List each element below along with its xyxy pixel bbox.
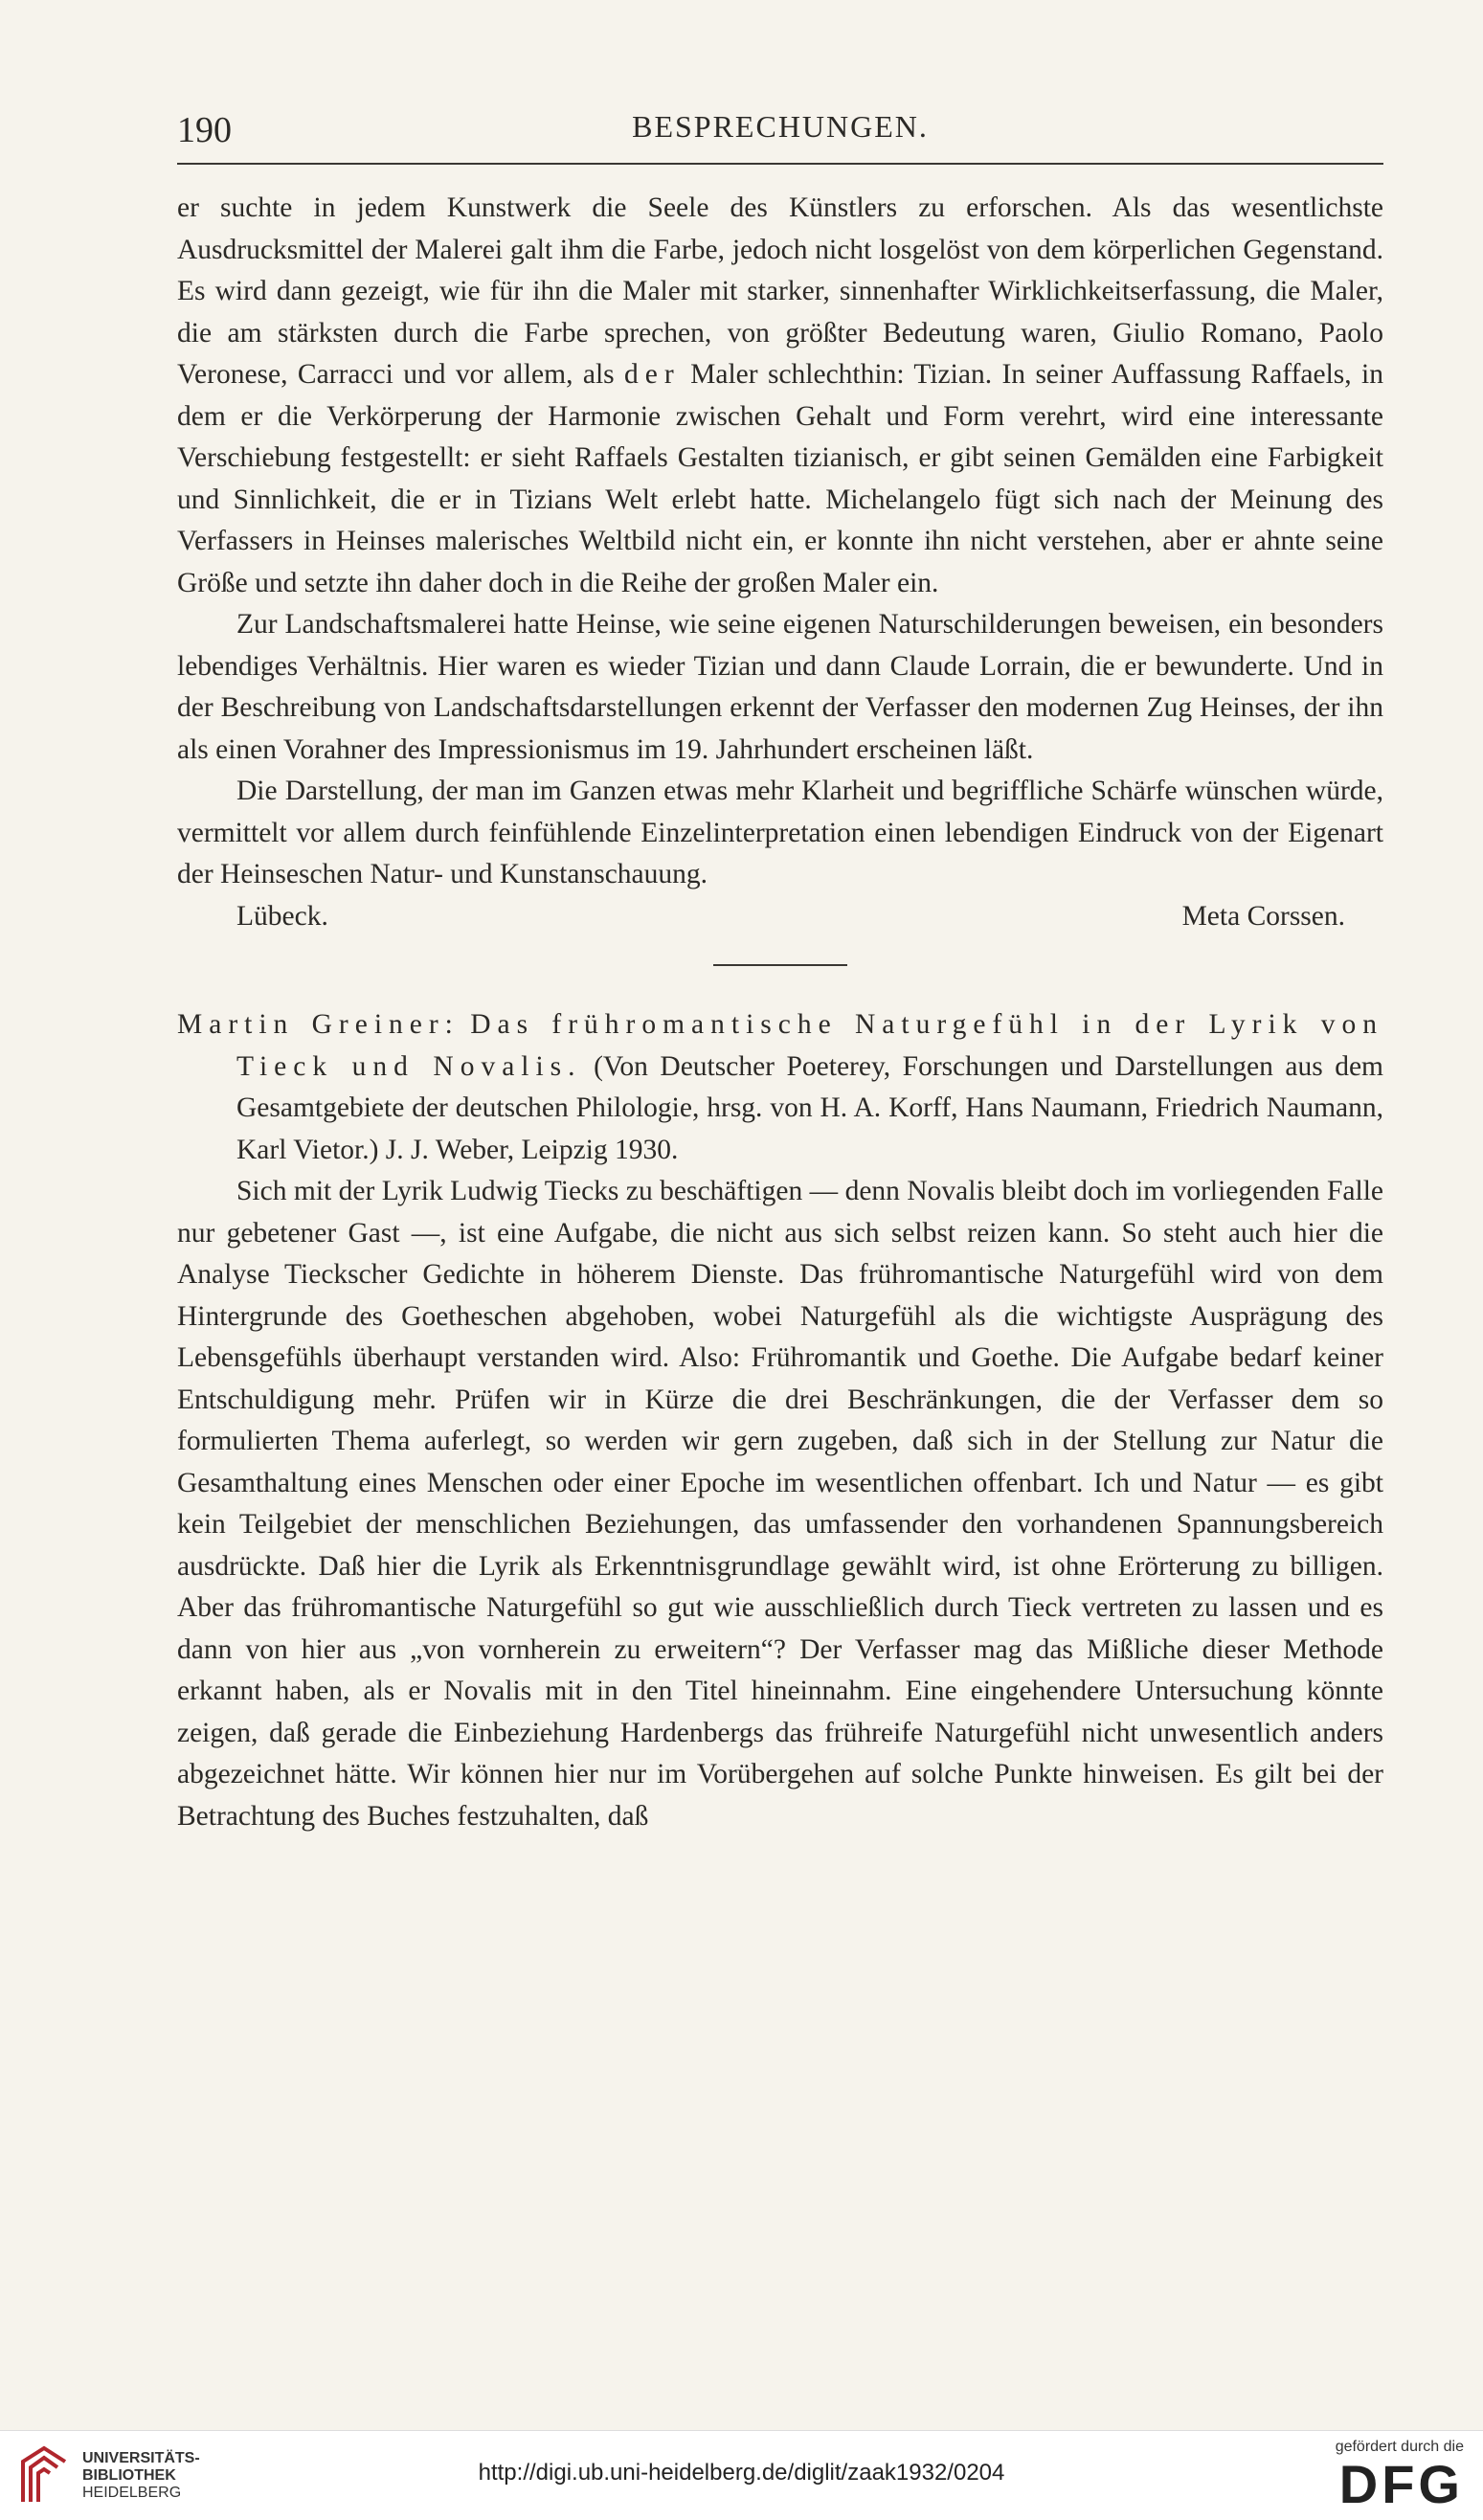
signature-place: Lübeck. xyxy=(236,900,328,932)
signature xyxy=(177,896,1383,938)
page-number: 190 xyxy=(177,110,232,150)
dfg-sponsor[interactable] xyxy=(1335,2439,1464,2514)
signature-author: Meta Corssen. xyxy=(1181,900,1345,932)
paragraph-3: Die Darstellung, der man im Ganzen etwas mehr Klarheit und begriffliche Schärfe wünschen würde, vermittelt vor allem durch feinfühlende Einzelinterpretation einen lebendigen Eindruck von der Eigenart der Heinseschen Natur- und Kunstanschauung. xyxy=(177,776,1383,889)
review-paragraph: Sich mit der Lyrik Ludwig Tiecks zu beschäftigen — denn Novalis bleibt doch im vorliegenden Falle nur gebetener Gast —, ist eine Aufgabe, die nicht aus sich selbst reizen kann. So steht auch hier die Analyse Tieckscher Gedichte in höherem Dienste. Das frühromantische Naturgefühl wird von dem Hintergrunde des Goetheschen abgehoben, wobei Naturgefühl als die wichtigste Ausprägung des Lebensgefühls überhaupt verstanden wird. Also: Frühromantik und Goethe. Die Aufgabe bedarf keiner Entschuldigung mehr. Prüfen wir in Kürze die drei Beschränkungen, die der Verfasser dem so formulierten Thema auferlegt, so werden wir gern zugeben, daß sich in der Stellung zur Natur die Gesamthaltung eines Menschen oder einer Epoche im wesentlichen offenbart. Ich und Natur — es gibt kein Teilgebiet der menschlichen Beziehungen, das umfassender den vorhandenen Spannungsbereich ausdrückte. Daß hier die Lyrik als Erkenntnisgrundlage gewählt wird, ist ohne Erörterung zu billigen. Aber das frühromantische Naturgefühl so gut wie ausschließlich durch Tieck vertreten zu lassen und es dann von hier aus „von vornherein zu erweitern“? Der Verfasser mag das Mißliche dieser Methode erkannt haben, als er Novalis mit in den Titel hineinnahm. Eine eingehendere Untersuchung könnte zeigen, daß gerade die Einbeziehung Hardenbergs das frühreife Naturgefühl nicht unwesentlich anders abgezeichnet hätte. Wir können hier nur im Vorübergehen auf solche Punkte hinweisen. Es gilt bei der Betrachtung des Buches festzuhalten, daß xyxy=(177,1176,1383,1832)
review-citation: (Von Deutscher Poeterey, Forschungen und Darstellungen aus dem Gesamtgebiete der deutschen Philologie, hrsg. von H. A. Korff, Hans Naumann, Friedrich Naumann, Karl Vietor.) J. J. Weber, Leipzig 1930. xyxy=(236,1050,1383,1165)
paragraph-2: Zur Landschaftsmalerei hatte Heinse, wie seine eigenen Naturschilderungen beweisen, ein besonders lebendiges Verhältnis. Hier waren es wieder Tizian und dann Claude Lorrain, die er bewunderte. Und in der Beschreibung von Landschaftsdarstellungen erkennt der Verfasser den modernen Zug Heinses, der ihn als einen Vorahner des Impressionismus im 19. Jahrhundert erscheinen läßt. xyxy=(177,609,1383,765)
paragraph-1: er suchte in jedem Kunstwerk die Seele des Künstlers zu erforschen. Als das wesentlichste Ausdrucksmittel der Malerei galt ihm die Farbe, jedoch nicht losgelöst von dem körperlichen Gegenstand. Es wird dann gezeigt, wie für ihn die Maler mit starker, sinnenhafter Wirklichkeitserfassung, die Maler, die am stärksten durch die Farbe sprechen, von größter Bedeutung waren, Giulio Romano, Paolo Veronese, Carracci und vor allem, als der Maler schlechthin: Tizian. In seiner Auffassung Raffaels, in dem er die Verkörperung der Harmonie zwischen Gehalt und Form verehrt, wird eine interessante Verschiebung festgestellt: er sieht Raffaels Gestalten tizianisch, er gibt seinen Gemälden eine Farbigkeit und Sinnlichkeit, die er in Tizians Welt erlebt hatte. Michelangelo fügt sich nach der Meinung des Verfassers in Heinses malerisches Weltbild nicht ein, er konnte ihn nicht verstehen, aber er ahnte seine Größe und setzte ihn daher doch in die Reihe der großen Maler ein. xyxy=(177,192,1383,598)
review-heading xyxy=(177,1004,1383,1171)
logo-line-1: UNIVERSITÄTS- xyxy=(82,2450,200,2466)
emphasis-der: der xyxy=(624,359,681,390)
dfg-label: gefördert durch die xyxy=(1335,2439,1464,2455)
dfg-logo: DFG xyxy=(1338,2454,1464,2514)
review-author: Martin Greiner: xyxy=(177,1009,460,1040)
footer-bar xyxy=(0,2430,1483,2520)
page-header xyxy=(177,96,1383,165)
review-title: Das frühromantische Naturgefühl in der Lyrik von Tieck und Novalis. xyxy=(236,1009,1383,1082)
logo-line-2: BIBLIOTHEK xyxy=(82,2467,176,2484)
running-head: BESPRECHUNGEN. xyxy=(632,109,929,144)
page xyxy=(177,96,1383,1837)
permalink-url[interactable]: http://digi.ub.uni-heidelberg.de/diglit/zaak1932/0204 xyxy=(478,2460,1005,2486)
section-divider xyxy=(713,964,847,966)
body-text xyxy=(177,188,1383,1837)
logo-line-3: HEIDELBERG xyxy=(82,2485,182,2501)
